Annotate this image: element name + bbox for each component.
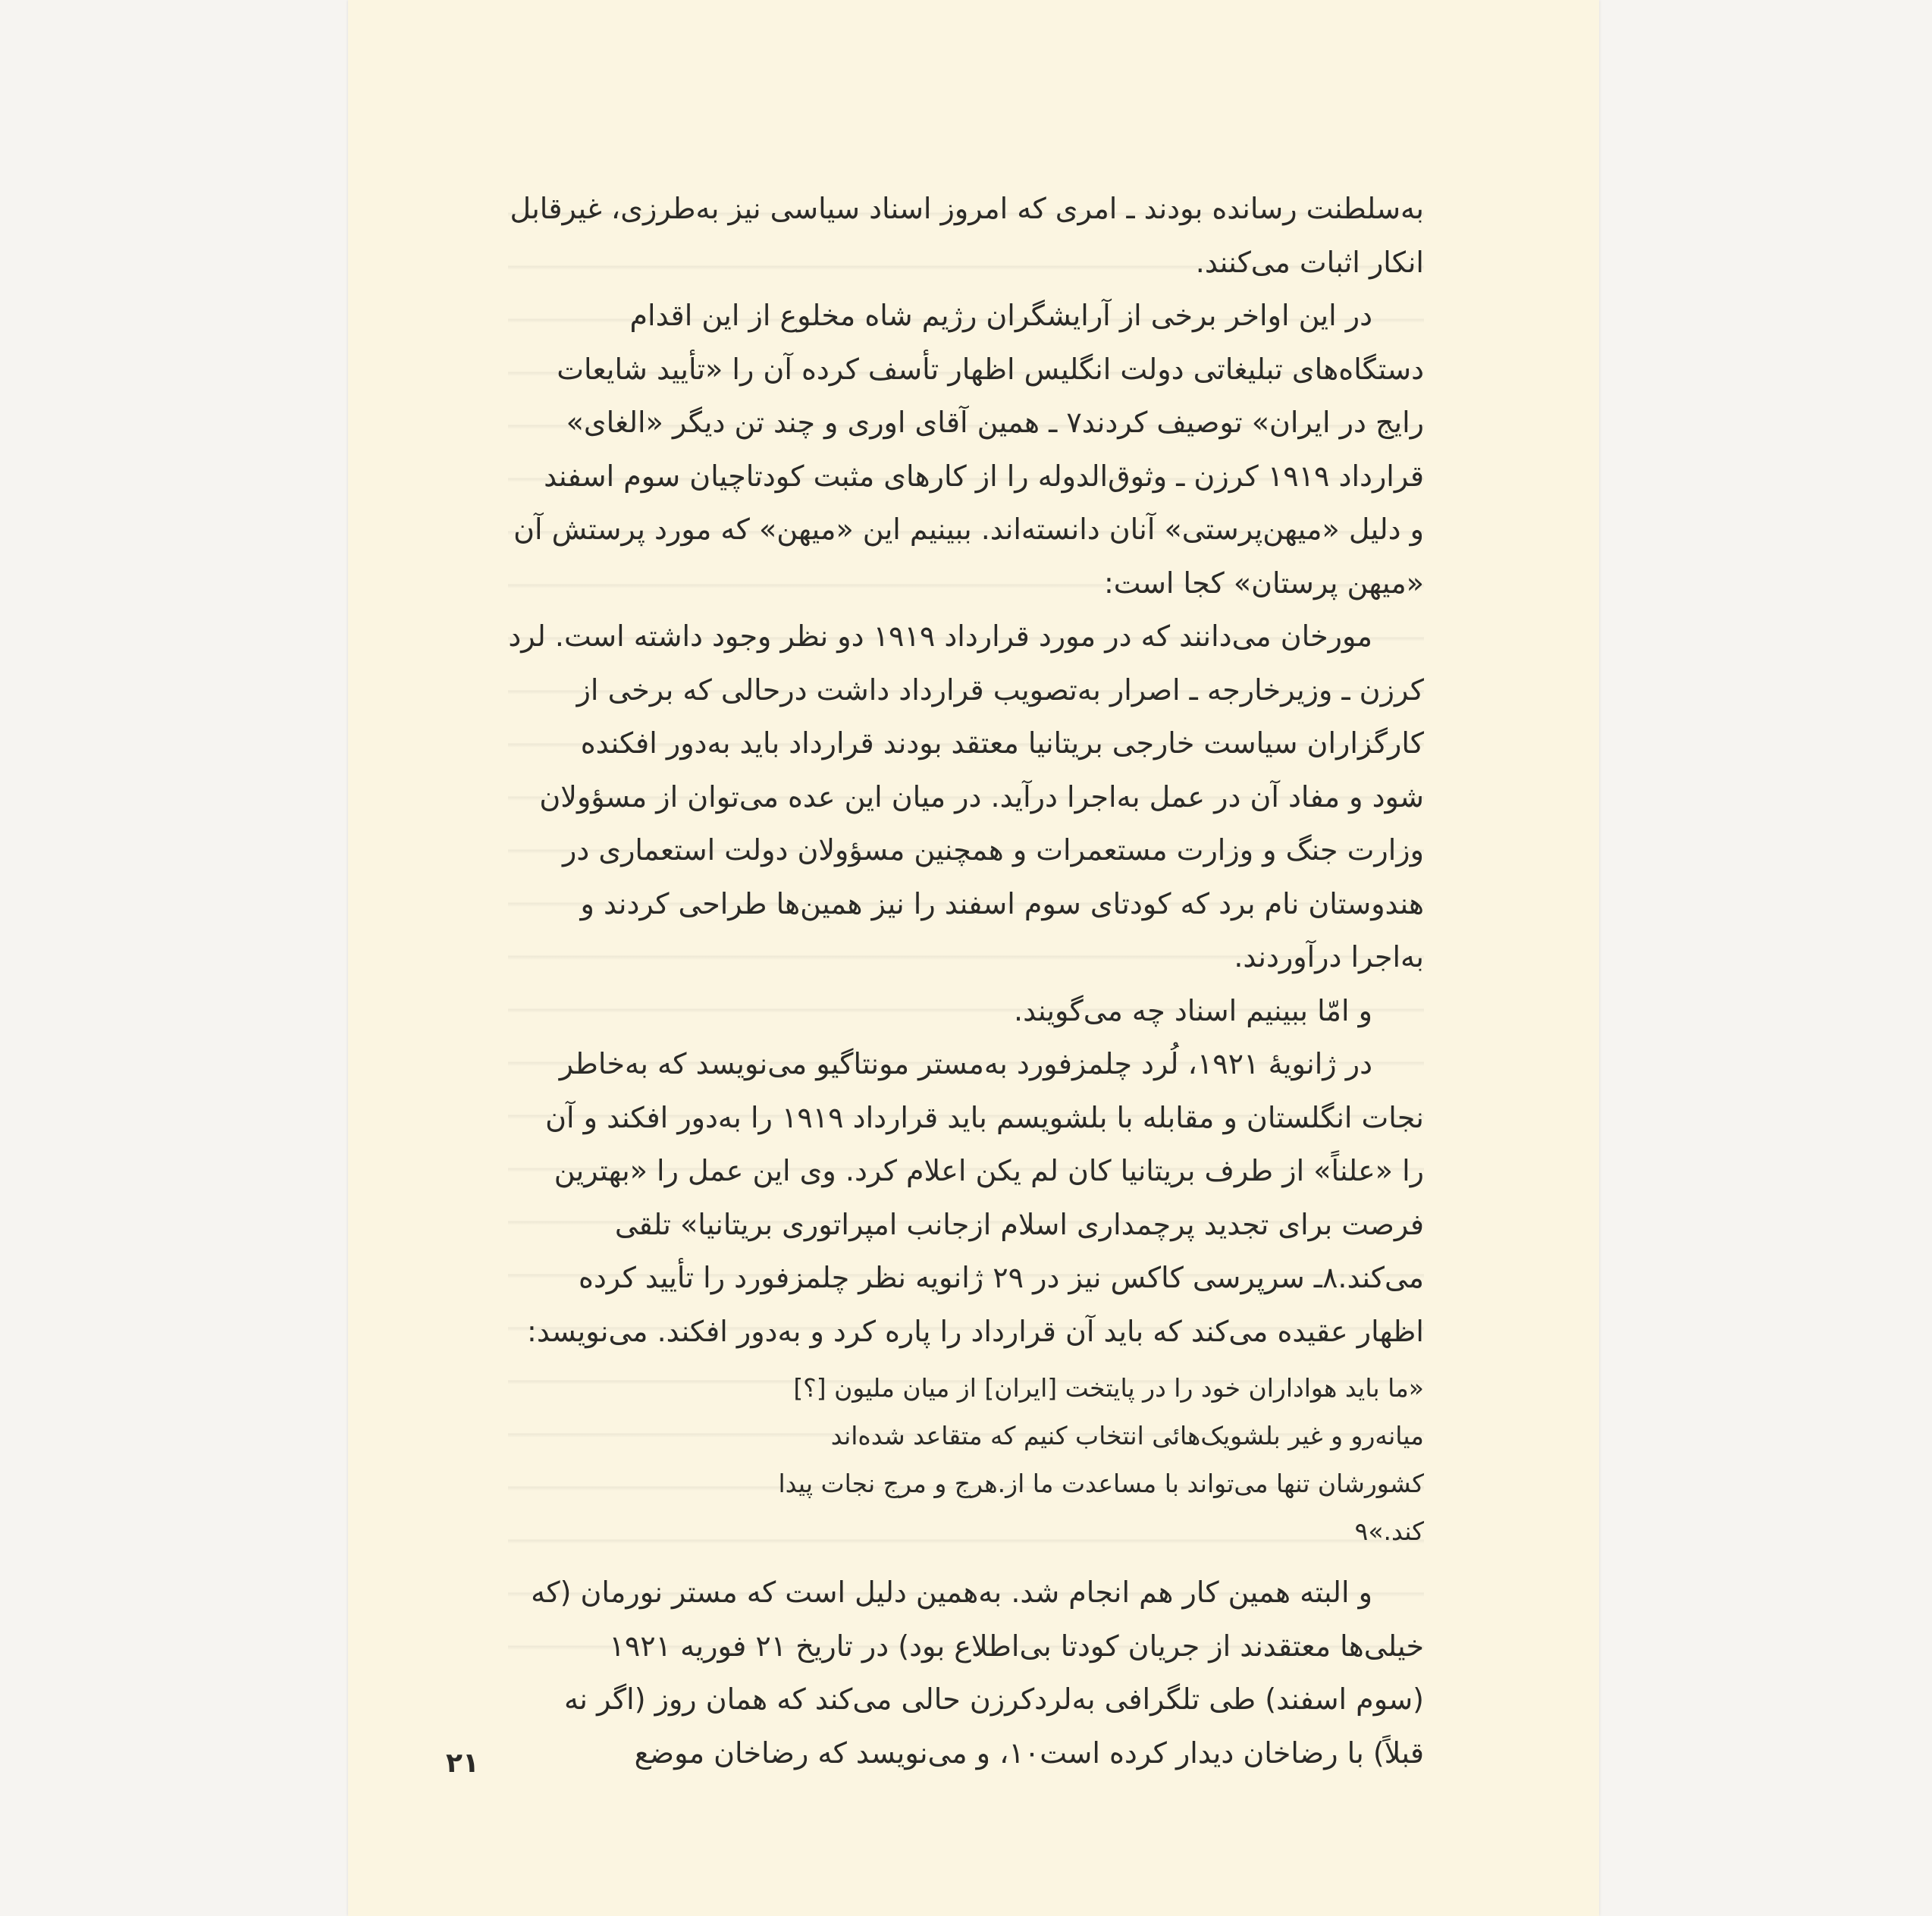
quote-line: میانه‌رو و غیر بلشویک‌هائی انتخاب کنیم که متقاعد شده‌اند — [830, 1421, 1424, 1450]
text-line: اظهار عقیده می‌کند که باید آن قرارداد را پاره کرد و به‌دور افکند. می‌نویسد: — [527, 1314, 1424, 1348]
text-line: قبلاً) با رضاخان دیدار کرده است۱۰، و می‌نویسد که رضاخان موضع — [634, 1736, 1424, 1770]
text-line: در ژانویهٔ ۱۹۲۱، لُرد چلمزفورد به‌مستر مونتاگیو می‌نویسد که به‌خاطر — [559, 1047, 1372, 1080]
text-line: هندوستان نام برد که کودتای سوم اسفند را نیز همین‌ها طراحی کردند و — [580, 886, 1424, 920]
text-line: فرصت برای تجدید پرچمداری اسلام ازجانب امپراتوری بریتانیا» تلقی — [614, 1207, 1424, 1241]
text-line: دستگاه‌های تبلیغاتی دولت انگلیس اظهار تأسف کرده آن را «تأیید شایعات — [557, 352, 1424, 386]
text-line: (سوم اسفند) طی تلگرافی به‌لردکرزن حالی می‌کند که همان روز (اگر نه — [564, 1682, 1424, 1716]
text-line: وزارت جنگ و وزارت مستعمرات و همچنین مسؤولان دولت استعماری در — [562, 833, 1424, 867]
text-line: قرارداد ۱۹۱۹ کرزن ـ وثوق‌الدوله را از کارهای مثبت کودتاچیان سوم اسفند — [544, 459, 1424, 493]
quote-line: کشورشان تنها می‌تواند با مساعدت ما از.هرج و مرج نجات پیدا — [778, 1469, 1424, 1498]
text-line: نجات انگلستان و مقابله با بلشویسم باید قرارداد ۱۹۱۹ را به‌دور افکند و آن — [545, 1100, 1424, 1134]
text-line: کرزن ـ وزیرخارجه ـ اصرار به‌تصویب قرارداد داشت درحالی که برخی از — [576, 673, 1424, 707]
text-line: در این اواخر برخی از آرایشگران رژیم شاه مخلوع از این اقدام — [629, 299, 1372, 332]
text-line: خیلی‌ها معتقدند از جریان کودتا بی‌اطلاع بود) در تاریخ ۲۱ فوریه ۱۹۲۱ — [609, 1629, 1424, 1663]
block-quote — [698, 1364, 1424, 1555]
text-line: «میهن پرستان» کجا است: — [1103, 566, 1424, 600]
text-line: و البته همین کار هم انجام شد. به‌همین دلیل است که مستر نورمان (که — [531, 1576, 1372, 1609]
text-line: به‌اجرا درآوردند. — [1234, 940, 1424, 974]
text-line: انکار اثبات می‌کنند. — [1195, 245, 1424, 279]
quote-line: کند.»۹ — [1354, 1516, 1424, 1546]
text-line: مورخان می‌دانند که در مورد قرارداد ۱۹۱۹ دو نظر وجود داشته است. لرد — [508, 619, 1372, 653]
text-line: و دلیل «میهن‌پرستی» آنان دانسته‌اند. ببینیم این «میهن» که مورد پرستش آن — [513, 513, 1424, 546]
text-line: می‌کند.۸ـ سرپرسی کاکس نیز در ۲۹ ژانویه نظر چلمزفورد را تأیید کرده — [578, 1261, 1424, 1294]
document-page — [348, 0, 1599, 1916]
text-line: رایج در ایران» توصیف کردند۷ ـ همین آقای اوری و چند تن دیگر «الغای» — [566, 406, 1424, 439]
page-number: ۲۱ — [446, 1748, 479, 1779]
text-line: شود و مفاد آن در عمل به‌اجرا درآید. در میان این عده می‌توان از مسؤولان — [539, 779, 1424, 814]
text-line: کارگزاران سیاست خارجی بریتانیا معتقد بودند قرارداد باید به‌دور افکنده — [580, 726, 1424, 760]
quote-line: «ما باید هواداران خود را در پایتخت [ایران] از میان ملیون [؟] — [793, 1373, 1424, 1403]
body-text — [508, 182, 1424, 1780]
text-line: و امّا ببینیم اسناد چه می‌گویند. — [1013, 993, 1372, 1027]
text-line: را «علناً» از طرف بریتانیا کان لم یکن اعلام کرد. وی این عمل را «بهترین — [554, 1154, 1424, 1187]
text-line: به‌سلطنت رسانده بودند ـ امری که امروز اسناد سیاسی نیز به‌طرزی، غیرقابل — [510, 192, 1424, 225]
